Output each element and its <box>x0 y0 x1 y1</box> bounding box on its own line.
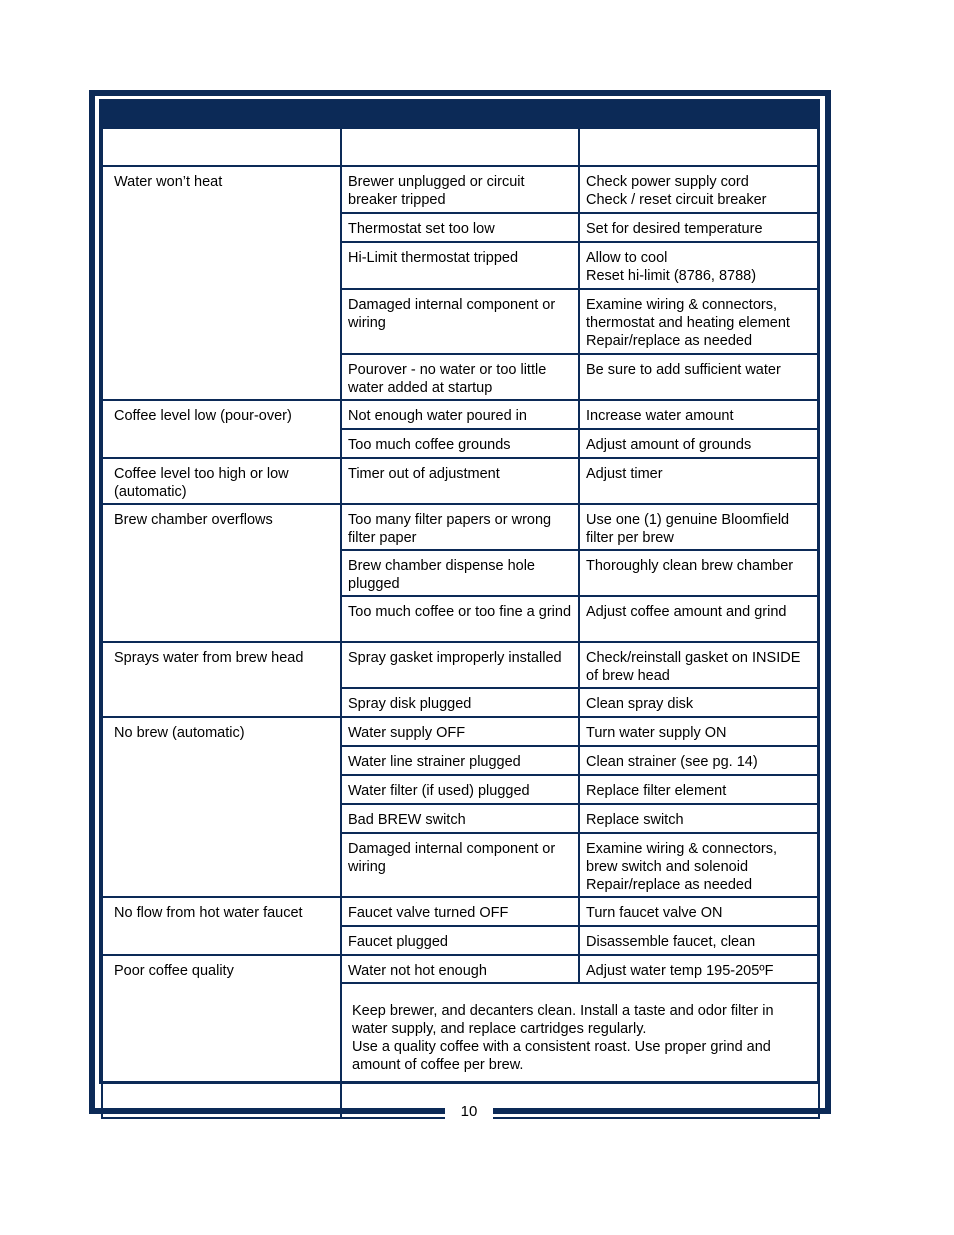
table-row <box>102 897 819 926</box>
table-row <box>102 400 819 429</box>
cause-cell: Water line strainer plugged <box>341 746 579 775</box>
cause-cell: Damaged internal component or wiring <box>341 833 579 897</box>
cause-cell: Thermostat set too low <box>341 213 579 242</box>
remedy-cell <box>579 166 819 213</box>
remedy-cell: Set for desired temperature <box>579 213 819 242</box>
cause-cell: Spray disk plugged <box>341 688 579 717</box>
remedy-line: Repair/replace as needed <box>586 877 753 893</box>
cause-cell: Too many filter papers or wrong filter paper <box>341 504 579 550</box>
page-number: 10 <box>460 1103 478 1120</box>
problem-cell: Coffee level too high or low (automatic) <box>102 458 341 504</box>
column-header-remedy <box>579 128 819 166</box>
remedy-cell: Replace switch <box>579 804 819 833</box>
table-row <box>102 166 819 213</box>
remedy-cell <box>579 289 819 354</box>
remedy-cell: Adjust water temp 195-205ºF <box>579 955 819 983</box>
cause-cell: Not enough water poured in <box>341 400 579 429</box>
troubleshooting-table <box>101 127 820 1119</box>
remedy-cell: Adjust coffee amount and grind <box>579 596 819 642</box>
note-line: Keep brewer, and decanters clean. Install a taste and odor filter in water supply, and replace cartridges regularly. <box>352 1003 774 1037</box>
remedy-cell: Replace filter element <box>579 775 819 804</box>
problem-cell: Water won’t heat <box>102 166 341 400</box>
remedy-cell: Increase water amount <box>579 400 819 429</box>
remedy-cell: Clean strainer (see pg. 14) <box>579 746 819 775</box>
cause-cell: Water supply OFF <box>341 717 579 746</box>
remedy-cell: Adjust amount of grounds <box>579 429 819 458</box>
remedy-cell: Use one (1) genuine Bloomfield filter per brew <box>579 504 819 550</box>
problem-cell: Coffee level low (pour-over) <box>102 400 341 458</box>
problem-cell: Sprays water from brew head <box>102 642 341 717</box>
problem-cell: No brew (automatic) <box>102 717 341 897</box>
cause-cell: Faucet valve turned OFF <box>341 897 579 926</box>
cause-cell: Pourover - no water or too little water added at startup <box>341 354 579 400</box>
cause-cell: Damaged internal component or wiring <box>341 289 579 354</box>
cause-cell: Too much coffee or too fine a grind <box>341 596 579 642</box>
cause-cell: Timer out of adjustment <box>341 458 579 504</box>
cause-cell: Too much coffee grounds <box>341 429 579 458</box>
cause-cell: Brewer unplugged or circuit breaker tripped <box>341 166 579 213</box>
remedy-cell: Turn faucet valve ON <box>579 897 819 926</box>
remedy-line: Repair/replace as needed <box>586 333 753 349</box>
column-header-cause <box>341 128 579 166</box>
column-header-problem <box>102 128 341 166</box>
cause-cell: Water not hot enough <box>341 955 579 983</box>
remedy-cell <box>579 833 819 897</box>
table-row <box>102 504 819 550</box>
problem-cell: Poor coffee quality <box>102 955 341 1118</box>
note-line: Use a quality coffee with a consistent roast. Use proper grind and amount of coffee per brew. <box>352 1039 771 1073</box>
table-row <box>102 717 819 746</box>
table-row <box>102 458 819 504</box>
remedy-cell: Thoroughly clean brew chamber <box>579 550 819 596</box>
remedy-line: Check power supply cord <box>586 174 749 190</box>
table-row <box>102 955 819 983</box>
remedy-cell: Clean spray disk <box>579 688 819 717</box>
remedy-line: Examine wiring & connectors, thermostat and heating element <box>586 297 790 331</box>
remedy-line: Examine wiring & connectors, brew switch and solenoid <box>586 841 777 875</box>
remedy-line: Reset hi-limit (8786, 8788) <box>586 268 757 284</box>
problem-cell: No flow from hot water faucet <box>102 897 341 955</box>
cause-cell: Hi-Limit thermostat tripped <box>341 242 579 289</box>
problem-cell: Brew chamber overflows <box>102 504 341 642</box>
table-header-bar <box>102 102 817 128</box>
remedy-line: Allow to cool <box>586 250 668 266</box>
cause-cell: Spray gasket improperly installed <box>341 642 579 688</box>
cause-cell: Bad BREW switch <box>341 804 579 833</box>
quality-note-cell <box>341 983 819 1118</box>
remedy-cell <box>579 242 819 289</box>
remedy-cell: Disassemble faucet, clean <box>579 926 819 955</box>
table-row <box>102 642 819 688</box>
remedy-cell: Check/reinstall gasket on INSIDE of brew head <box>579 642 819 688</box>
remedy-cell: Be sure to add sufficient water <box>579 354 819 400</box>
cause-cell: Brew chamber dispense hole plugged <box>341 550 579 596</box>
remedy-cell: Turn water supply ON <box>579 717 819 746</box>
column-header-row <box>102 128 819 166</box>
cause-cell: Water filter (if used) plugged <box>341 775 579 804</box>
cause-cell: Faucet plugged <box>341 926 579 955</box>
remedy-line: Check / reset circuit breaker <box>586 192 767 208</box>
remedy-cell: Adjust timer <box>579 458 819 504</box>
